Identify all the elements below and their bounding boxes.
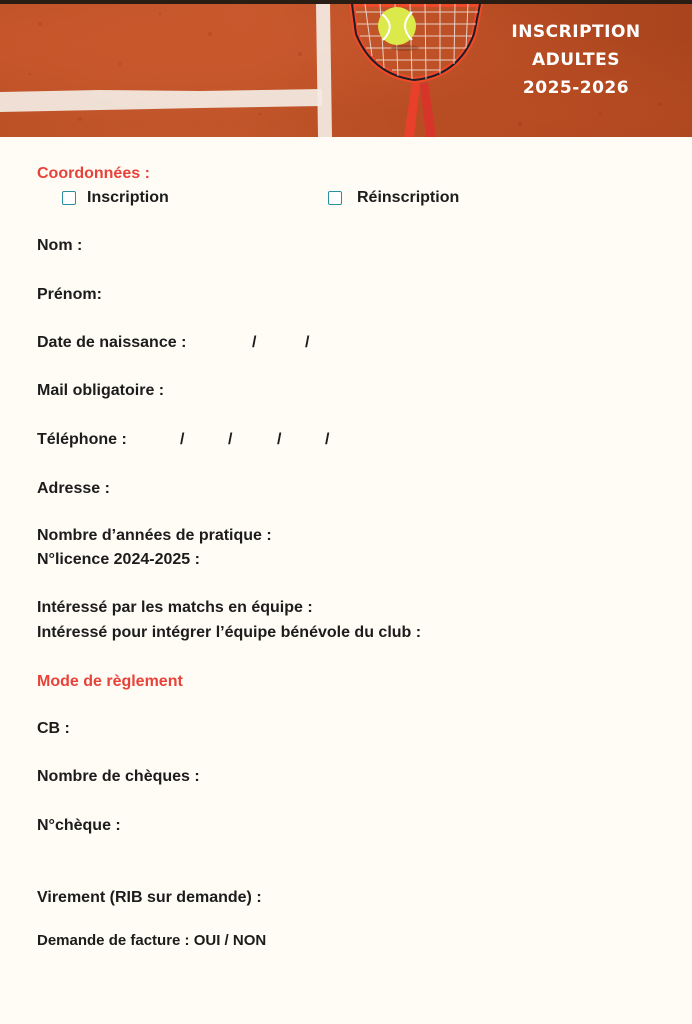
nombre-cheques-label: Nombre de chèques : <box>37 768 200 785</box>
banner-title-line-1: INSCRIPTION <box>511 22 641 42</box>
phone-separator-1: / <box>180 431 185 448</box>
inscription-checkbox[interactable] <box>62 191 76 205</box>
section-heading-coordonnees: Coordonnées : <box>37 165 150 182</box>
adresse-label: Adresse : <box>37 480 110 497</box>
registration-type-options <box>37 188 657 210</box>
facture-label: Demande de facture : OUI / NON <box>37 932 267 949</box>
banner-title <box>496 18 656 102</box>
date-naissance-label: Date de naissance : <box>37 334 187 351</box>
telephone-label: Téléphone : <box>37 431 127 448</box>
reinscription-checkbox[interactable] <box>328 191 342 205</box>
prenom-label: Prénom: <box>37 286 102 303</box>
matchs-equipe-label: Intéressé par les matchs en équipe : <box>37 599 313 616</box>
num-cheque-label: N°chèque : <box>37 817 121 834</box>
virement-label: Virement (RIB sur demande) : <box>37 889 262 906</box>
annees-pratique-label: Nombre d’années de pratique : <box>37 527 272 544</box>
header-banner <box>0 4 692 137</box>
phone-separator-4: / <box>325 431 330 448</box>
nom-label: Nom : <box>37 237 83 254</box>
date-separator-2: / <box>305 334 310 351</box>
mail-label: Mail obligatoire : <box>37 382 165 399</box>
equipe-benevole-label: Intéressé pour intégrer l’équipe bénévole du club : <box>37 624 422 641</box>
reinscription-label: Réinscription <box>357 189 460 206</box>
licence-label: N°licence 2024-2025 : <box>37 551 200 568</box>
cb-label: CB : <box>37 720 70 737</box>
phone-separator-2: / <box>228 431 233 448</box>
section-heading-reglement: Mode de règlement <box>37 673 183 690</box>
date-separator-1: / <box>252 334 257 351</box>
inscription-label: Inscription <box>87 189 169 206</box>
banner-title-line-2: ADULTES <box>531 50 621 70</box>
banner-title-line-3: 2025-2026 <box>522 78 630 98</box>
phone-separator-3: / <box>277 431 282 448</box>
